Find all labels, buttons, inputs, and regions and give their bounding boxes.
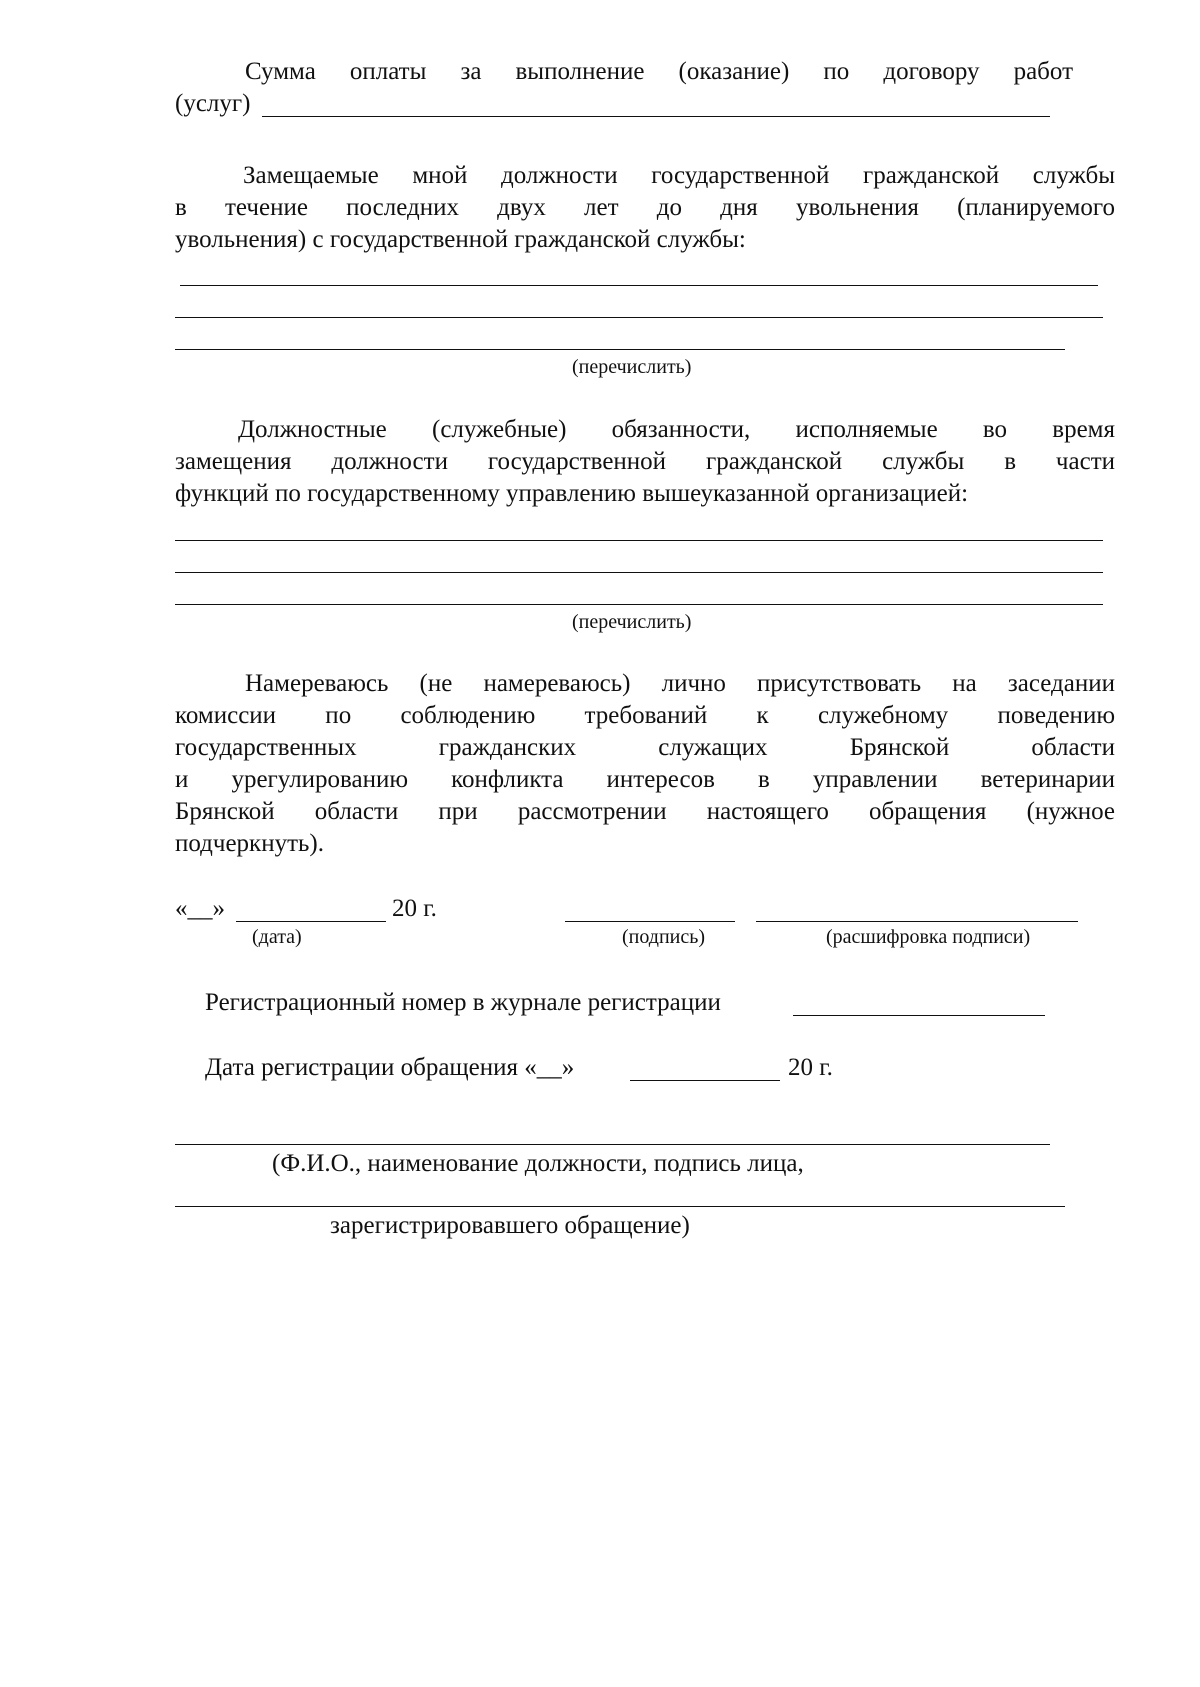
intent-line-4: и урегулированию конфликта интересов в управлении ветеринарии	[175, 766, 1115, 793]
duties-line-1: Должностные (служебные) обязанности, исполняемые во время	[238, 416, 1115, 443]
intent-line-5: Брянской области при рассмотрении настоящего обращения (нужное	[175, 798, 1115, 825]
signature-line[interactable]	[565, 921, 735, 922]
registrar-caption-1: (Ф.И.О., наименование должности, подпись лица,	[272, 1150, 804, 1177]
payment-line-2: (услуг)	[175, 90, 251, 117]
intent-line-1: Намереваюсь (не намереваюсь) лично присутствовать на заседании	[245, 670, 1115, 697]
duties-line-3: функций по государственному управлению вышеуказанной организацией:	[175, 480, 969, 507]
payment-amount-line[interactable]	[262, 116, 1050, 117]
duties-entry-line-2[interactable]	[175, 572, 1103, 573]
signature-decoding-caption: (расшифровка подписи)	[826, 926, 1031, 948]
duties-caption: (перечислить)	[572, 611, 692, 633]
registration-number-label: Регистрационный номер в журнале регистрации	[205, 989, 721, 1016]
positions-line-1: Замещаемые мной должности государственной гражданской службы	[243, 162, 1115, 189]
registrar-line-2[interactable]	[175, 1206, 1065, 1207]
date-caption: (дата)	[252, 926, 302, 948]
positions-line-3: увольнения) с государственной гражданской службы:	[175, 226, 746, 253]
intent-line-2: комиссии по соблюдению требований к служебному поведению	[175, 702, 1115, 729]
date-month-line[interactable]	[236, 921, 386, 922]
registration-number-line[interactable]	[793, 1015, 1045, 1016]
intent-line-3: государственных гражданских служащих Брянской области	[175, 734, 1115, 761]
date-quote-blank: «__»	[175, 895, 225, 922]
payment-line-1: Сумма оплаты за выполнение (оказание) по договору работ	[245, 58, 1073, 85]
registrar-caption-2: зарегистрировавшего обращение)	[330, 1212, 690, 1239]
positions-entry-line-2[interactable]	[175, 317, 1103, 318]
duties-line-2: замещения должности государственной гражданской службы в части	[175, 448, 1115, 475]
signature-decoding-line[interactable]	[756, 921, 1078, 922]
positions-entry-line-1[interactable]	[180, 285, 1098, 286]
signature-caption: (подпись)	[622, 926, 706, 948]
registration-date-year: 20 г.	[788, 1054, 833, 1081]
duties-entry-line-1[interactable]	[175, 540, 1103, 541]
registrar-line-1[interactable]	[175, 1144, 1050, 1145]
registration-date-line[interactable]	[630, 1080, 780, 1081]
registration-date-label: Дата регистрации обращения «__»	[205, 1054, 575, 1081]
duties-entry-line-3[interactable]	[175, 604, 1103, 605]
positions-caption: (перечислить)	[572, 356, 692, 378]
positions-entry-line-3[interactable]	[175, 349, 1065, 350]
positions-line-2: в течение последних двух лет до дня увольнения (планируемого	[175, 194, 1115, 221]
intent-line-6: подчеркнуть).	[175, 830, 324, 857]
date-year-text: 20 г.	[392, 895, 437, 922]
